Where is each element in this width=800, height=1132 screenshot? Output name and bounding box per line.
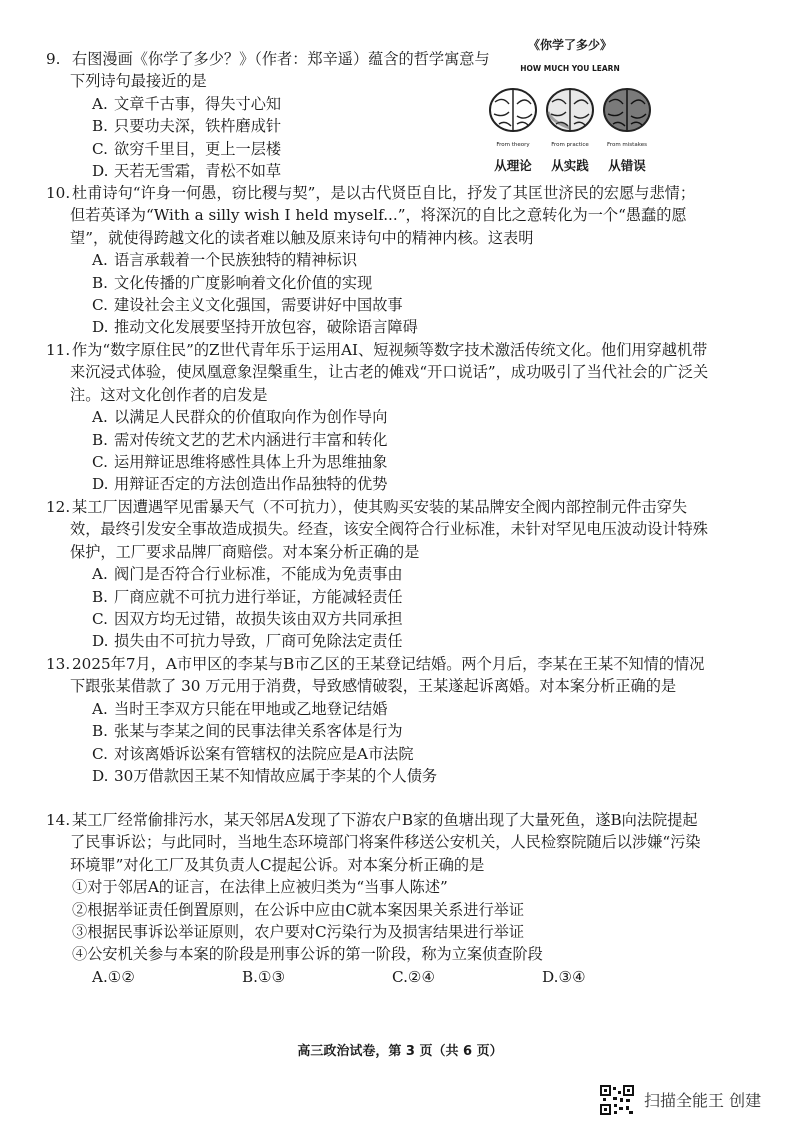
brain-icon-mistakes [604, 89, 650, 131]
page-footer: 高三政治试卷，第 3 页（共 6 页） [297, 1044, 503, 1059]
comic-title: 《你学了多少》 [527, 38, 612, 52]
option-d: D.③④ [542, 967, 586, 986]
scanner-text: 扫描全能王 创建 [644, 1091, 762, 1110]
option-a: A. 以满足人民群众的价值取向作为创作导向 [92, 408, 388, 427]
option-c: C. 因双方均无过错，故损失该由双方共同承担 [92, 610, 403, 629]
panel-caption-practice: 从实践 [551, 158, 589, 173]
comic-how-much-you-learn [485, 36, 655, 171]
option-b: B. 需对传统文艺的艺术内涵进行丰富和转化 [92, 430, 388, 449]
question-13 [46, 653, 710, 787]
question-stem: 9. 右图漫画《你学了多少？》（作者：郑辛遥）蕴含的哲学寓意与下列诗句最接近的是 [46, 50, 490, 91]
comic-subtitle: HOW MUCH YOU LEARN [520, 64, 620, 73]
question-10 [46, 182, 710, 339]
option-b: B. 文化传播的广度影响着文化价值的实现 [92, 273, 373, 292]
panel-caption-theory: 从理论 [494, 158, 532, 173]
option-a: A. 阀门是否符合行业标准，不能成为免责事由 [92, 565, 403, 584]
option-c: C.②④ [392, 967, 436, 986]
brain-illustrations [485, 82, 655, 142]
option-a: A. 语言承载着一个民族独特的精神标识 [92, 251, 357, 270]
statement-1: ①对于邻居A的证言，在法律上应被归类为“当事人陈述” [72, 878, 448, 897]
question-9 [46, 48, 490, 182]
question-stem: 12. 某工厂因遭遇罕见雷暴天气（不可抗力），使其购买安装的某品牌安全阀内部控制元件击穿失效，最终引发安全事故造成损失。经查，该安全阀符合行业标准，未针对罕见电压波动设计特殊保护，工厂要求品牌厂商赔偿。对本案分析正确的是 [46, 498, 708, 561]
option-c: C. 运用辩证思维将感性具体上升为思维抽象 [92, 453, 388, 472]
option-b: B. 张某与李某之间的民事法律关系客体是行为 [92, 722, 403, 741]
statement-3: ③根据民事诉讼举证原则，农户要对C污染行为及损害结果进行举证 [72, 923, 525, 942]
option-a: A. 当时王李双方只能在甲地或乙地登记结婚 [92, 699, 388, 718]
option-b: B. 厂商应就不可抗力进行举证，方能减轻责任 [92, 587, 403, 606]
option-a: A. 文章千古事，得失寸心知 [92, 94, 282, 113]
question-stem: 10. 杜甫诗句“许身一何愚，窃比稷与契”，是以古代贤臣自比，抒发了其匡世济民的宏愿与悲情；但若英译为“With a silly wish I held myself...”，将深沉的自比之意转化为一个“愚蠢的愿望”，就使得跨越文化的读者难以触及原来诗句中的精神内核。这表明 [46, 184, 696, 247]
panel-caption-mistakes: 从错误 [608, 158, 646, 173]
question-12 [46, 496, 710, 653]
question-11 [46, 339, 710, 496]
question-stem: 11. 作为“数字原住民”的Z世代青年乐于运用AI、短视频等数字技术激活传统文化。他们用穿越机带来沉浸式体验，使凤凰意象涅槃重生，让古老的傩戏“开口说话”，成功吸引了当代社会的广泛关注。这对文化创作者的启发是 [46, 341, 709, 404]
qr-code-icon [600, 1085, 634, 1115]
option-a: A.①② [92, 967, 136, 986]
question-stem: 13. 2025年7月，A市甲区的李某与B市乙区的王某登记结婚。两个月后，李某在王某不知情的情况下跟张某借款了 30 万元用于消费，导致感情破裂，王某遂起诉离婚。对本案分析正确的是 [46, 655, 705, 696]
panel-label-mistakes: From mistakes [607, 142, 647, 148]
option-d: D. 天若无雪霜，青松不如草 [92, 162, 282, 181]
brain-icon-theory [490, 89, 536, 131]
option-d: D. 用辩证否定的方法创造出作品独特的优势 [92, 475, 388, 494]
option-c: C. 对该离婚诉讼案有管辖权的法院应是A市法院 [92, 744, 414, 763]
option-d: D. 损失由不可抗力导致，厂商可免除法定责任 [92, 632, 403, 651]
option-c: C. 建设社会主义文化强国，需要讲好中国故事 [92, 296, 403, 315]
options-row [92, 966, 710, 988]
option-b: B. 只要功夫深，铁杵磨成针 [92, 117, 282, 136]
question-14 [46, 809, 710, 988]
panel-label-theory: From theory [496, 142, 530, 148]
statement-2: ②根据举证责任倒置原则，在公诉中应由C就本案因果关系进行举证 [72, 900, 525, 919]
brain-icon-practice [547, 89, 593, 131]
question-stem: 14. 某工厂经常偷排污水，某天邻居A发现了下游农户B家的鱼塘出现了大量死鱼，遂B向法院提起了民事诉讼；与此同时，当地生态环境部门将案件移送公安机关，人民检察院随后以涉嫌“污染环境罪”对化工厂及其负责人C提起公诉。对本案分析正确的是 [46, 811, 701, 874]
option-b: B.①③ [242, 967, 286, 986]
option-d: D. 30万借款因王某不知情故应属于李某的个人债务 [92, 767, 438, 786]
statement-4: ④公安机关参与本案的阶段是刑事公诉的第一阶段，称为立案侦查阶段 [72, 945, 543, 964]
option-c: C. 欲穷千里目，更上一层楼 [92, 139, 282, 158]
option-d: D. 推动文化发展要坚持开放包容，破除语言障碍 [92, 318, 418, 337]
panel-label-practice: From practice [551, 142, 589, 148]
